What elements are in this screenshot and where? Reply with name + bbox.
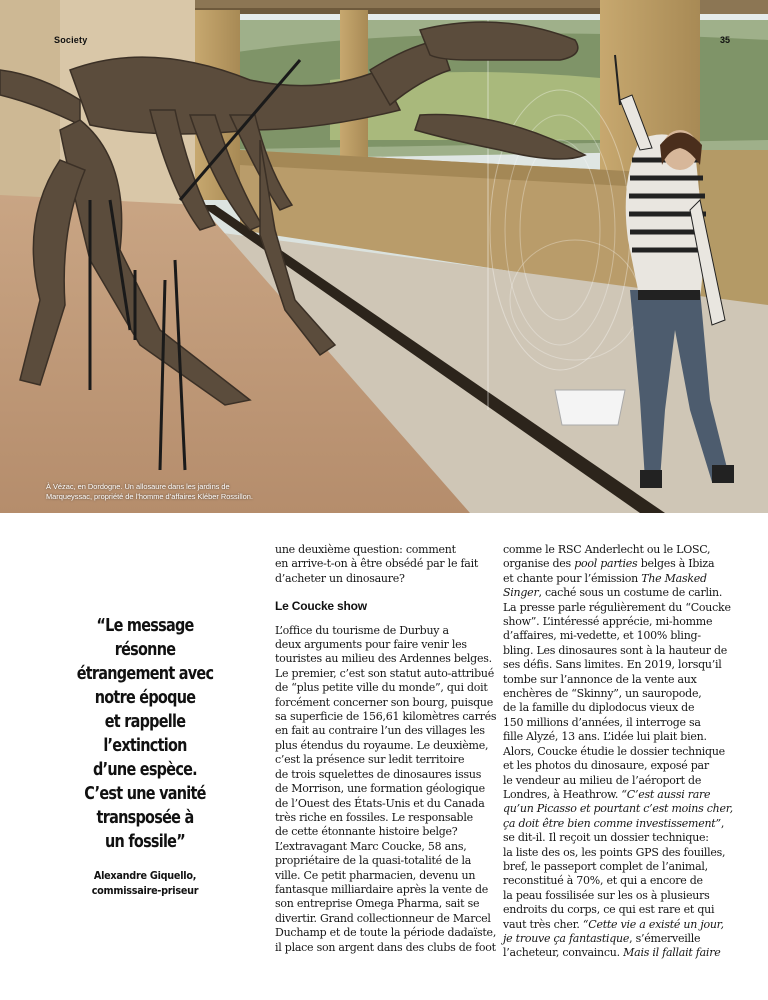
text-line: Duchamp et de toute la période dadaïste,: [275, 926, 497, 940]
italic-text: The Masked: [641, 571, 707, 585]
author-role: commissaire-priseur: [91, 884, 199, 897]
article-column-2: [503, 543, 731, 961]
italic-text: “Cette vie a existé un jour,: [582, 917, 724, 931]
text-line: divertir. Grand collectionneur de Marcel: [275, 911, 491, 925]
text-line: la peau fossilisée sur les os à plusieurs: [503, 888, 710, 902]
text-run: et chante pour l’émission: [503, 571, 642, 585]
caption-line: Marqueyssac, propriété de l’homme d’affaires Kléber Rossillon.: [46, 492, 253, 501]
italic-text: ça doit être bien comme investissement”: [503, 816, 721, 830]
article-column-1: [275, 543, 497, 955]
text-line: 150 millions d’années, il interroge sa: [503, 715, 701, 729]
text-line: c’est la présence sur ledit territoire: [275, 753, 465, 767]
text-line: [503, 946, 731, 960]
pull-quote-line: étrangement avec: [76, 664, 214, 684]
text-line: se dit-il. Il reçoit un dossier technique:: [503, 831, 709, 845]
text-line: son entreprise Omega Pharma, sait se: [275, 897, 480, 911]
text-line: le vendeur au milieu de l’aéroport de: [503, 773, 702, 787]
text-line: forcément concerner son bourg, puisque: [275, 695, 494, 709]
italic-text: Singer: [503, 586, 539, 600]
text-line: de l’Ouest des États-Unis et du Canada: [275, 796, 485, 810]
text-line: et les photos du dinosaure, exposé par: [503, 759, 709, 773]
pull-quote-line: résonne: [114, 640, 176, 660]
text-line: reconstitué à 70%, et qui a encore de: [503, 874, 703, 888]
text-line: d’affaires, mi-vedette, et 100% bling-: [503, 629, 701, 643]
text-line: Alors, Coucke étudie le dossier technique: [503, 744, 725, 758]
text-line: ses défis. Sans limites. En 2019, lorsqu’il: [503, 658, 722, 672]
text-line: de cette étonnante histoire belge?: [275, 825, 458, 839]
text-line: deux arguments pour faire venir les: [275, 638, 467, 652]
text-line: endroits du corps, ce qui est rare et qui: [503, 903, 715, 917]
text-run: Londres, à Heathrow.: [503, 787, 622, 801]
text-line: d’acheter un dinosaure?: [275, 571, 405, 585]
caption-line: À Vézac, en Dordogne. Un allosaure dans les jardins de: [46, 482, 230, 491]
text-line: La presse parle régulièrement du “Coucke: [503, 600, 731, 614]
italic-text: je trouve ça fantastique: [503, 931, 630, 945]
text-line: ville. Ce petit pharmacien, devenu un: [275, 868, 476, 882]
text-line: [503, 557, 731, 571]
section-label: Society: [54, 35, 88, 45]
italic-text: “C’est aussi rare: [621, 787, 711, 801]
text-run: organise des: [503, 557, 575, 571]
text-line: [503, 572, 731, 586]
pull-quote-line: et rappelle: [104, 712, 186, 732]
pull-quote-line: C’est une vanité: [84, 784, 206, 804]
italic-text: Mais il fallait faire: [623, 946, 721, 960]
text-line: propriétaire de la quasi-totalité de la: [275, 854, 472, 868]
text-line: L’extravagant Marc Coucke, 58 ans,: [275, 839, 467, 853]
pull-quote-line: d’une espèce.: [93, 760, 197, 780]
body-paragraph: [275, 624, 497, 955]
text-line: Le premier, c’est son statut auto-attribué: [275, 666, 494, 680]
text-run: , caché sous un costume de carlin.: [538, 586, 723, 600]
pull-quote-attribution: [70, 868, 220, 898]
text-line: il place son argent dans des clubs de foot: [275, 940, 496, 954]
italic-text: pool parties: [574, 557, 638, 571]
text-line: [503, 932, 731, 946]
text-line: fantasque milliardaire après la vente de: [275, 882, 489, 896]
text-line: en fait au contraire l’un des villages les: [275, 724, 485, 738]
author-name: Alexandre Giquello,: [93, 869, 197, 882]
text-run: belges à Ibiza: [637, 557, 715, 571]
text-line: la liste des os, les points GPS des fouilles,: [503, 845, 726, 859]
text-line: de la famille du diplodocus vieux de: [503, 701, 695, 715]
pull-quote-line: l’extinction: [103, 736, 187, 756]
text-line: plus étendus du royaume. Le deuxième,: [275, 738, 489, 752]
text-line: de trois squelettes de dinosaures issus: [275, 767, 482, 781]
pull-quote-line: “Le message: [96, 616, 194, 636]
section-subhead: Le Coucke show: [275, 599, 367, 614]
text-line: une deuxième question: comment: [275, 543, 456, 556]
pull-quote-line: notre époque: [94, 688, 196, 708]
text-line: comme le RSC Anderlecht ou le LOSC,: [503, 543, 711, 556]
text-line: [503, 817, 731, 831]
pull-quote: [60, 614, 230, 898]
text-line: de “plus petite ville du monde”, qui doit: [275, 681, 488, 695]
text-line: tombe sur l’annonce de la vente aux: [503, 672, 697, 686]
text-line: bref, le passeport complet de l’animal,: [503, 859, 708, 873]
photo-caption: [46, 482, 286, 502]
intro-paragraph: [275, 543, 497, 586]
text-line: [503, 918, 731, 932]
text-line: de Morrison, une formation géologique: [275, 782, 485, 796]
page-number: 35: [720, 35, 731, 45]
text-line: [503, 586, 731, 600]
text-run: l’acheteur, convaincu.: [503, 946, 624, 960]
text-line: touristes au milieu des Ardennes belges.: [275, 652, 492, 666]
text-line: bling. Les dinosaures sont à la hauteur de: [503, 643, 728, 657]
text-run: , s’émerveille: [629, 931, 701, 945]
text-line: sa superficie de 156,61 kilomètres carrés: [275, 710, 497, 724]
text-line: enchères de “Skinny”, un sauropode,: [503, 687, 702, 701]
text-run: ,: [720, 816, 725, 830]
text-line: fille Alyzé, 13 ans. L’idée lui plait bien.: [503, 730, 707, 744]
text-line: très riche en fossiles. Le responsable: [275, 810, 473, 824]
pull-quote-text: [75, 614, 214, 854]
text-line: show”. L’intéressé apprécie, mi-homme: [503, 615, 713, 629]
italic-text-line: qu’un Picasso et pourtant c’est moins cher,: [503, 802, 733, 816]
text-line: en arrive-t-on à être obsédé par le fait: [275, 557, 479, 571]
pull-quote-line: un fossile”: [105, 832, 185, 852]
text-run: vaut très cher.: [503, 917, 583, 931]
text-line: [503, 788, 731, 802]
body-paragraph: [503, 543, 731, 961]
pull-quote-line: transposée à: [96, 808, 194, 828]
text-line: L’office du tourisme de Durbuy a: [275, 623, 449, 637]
